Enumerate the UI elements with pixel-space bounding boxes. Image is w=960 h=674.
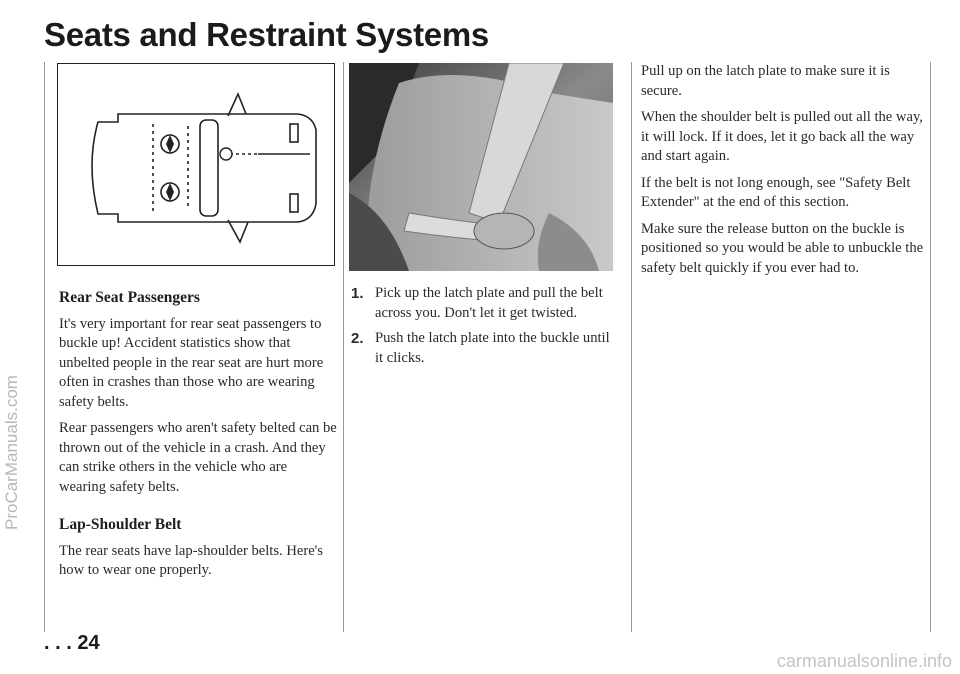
rear-passengers-paragraph-1: It's very important for rear seat passengers to buckle up! Accident statistics show that unbelted people in the rear seat are hurt more often in crashes than those who are wearing safety belts. xyxy=(59,315,324,410)
page-number: . . . 24 xyxy=(44,632,100,654)
left-column xyxy=(59,288,337,588)
right-paragraph-4: Make sure the release button on the buckle is positioned so you would be able to unbuckle the safety belt quickly if you ever had to. xyxy=(641,220,924,276)
buckle-photo-illustration xyxy=(349,63,613,271)
lap-shoulder-paragraph: The rear seats have lap-shoulder belts. Here's how to wear one properly. xyxy=(59,542,323,578)
step-item xyxy=(351,329,613,368)
side-watermark: ProCarManuals.com xyxy=(2,375,21,530)
column-rule-right-b xyxy=(930,62,931,632)
heading-lap-shoulder-belt: Lap-Shoulder Belt xyxy=(59,516,182,533)
heading-rear-seat-passengers: Rear Seat Passengers xyxy=(59,289,200,306)
safety-belt-photo xyxy=(349,63,613,271)
column-rule-middle xyxy=(343,62,344,632)
vehicle-topview-illustration xyxy=(58,64,333,264)
buckle-steps-list xyxy=(351,284,613,368)
step-number: 1. xyxy=(351,285,364,302)
column-rule-left xyxy=(44,62,45,632)
rear-passengers-paragraph-2: Rear passengers who aren't safety belted can be thrown out of the vehicle in a crash. And they can strike others in the vehicle who are wearing safety belts. xyxy=(59,420,337,495)
page-title: Seats and Restraint Systems xyxy=(44,16,489,53)
step-text: Push the latch plate into the buckle until it clicks. xyxy=(375,330,610,366)
step-text: Pick up the latch plate and pull the belt across you. Don't let it get twisted. xyxy=(375,285,603,321)
right-column xyxy=(641,62,926,285)
step-item xyxy=(351,284,613,323)
middle-column xyxy=(351,284,613,374)
column-rule-right-a xyxy=(631,62,632,632)
right-paragraph-1: Pull up on the latch plate to make sure it is secure. xyxy=(641,63,890,99)
right-paragraph-2: When the shoulder belt is pulled out all the way, it will lock. If it does, let it go back all the way and start again. xyxy=(641,109,923,164)
step-number: 2. xyxy=(351,330,364,347)
seating-diagram xyxy=(57,63,335,266)
bottom-watermark: carmanualsonline.info xyxy=(776,651,952,671)
right-paragraph-3: If the belt is not long enough, see "Safety Belt Extender" at the end of this section. xyxy=(641,174,911,210)
